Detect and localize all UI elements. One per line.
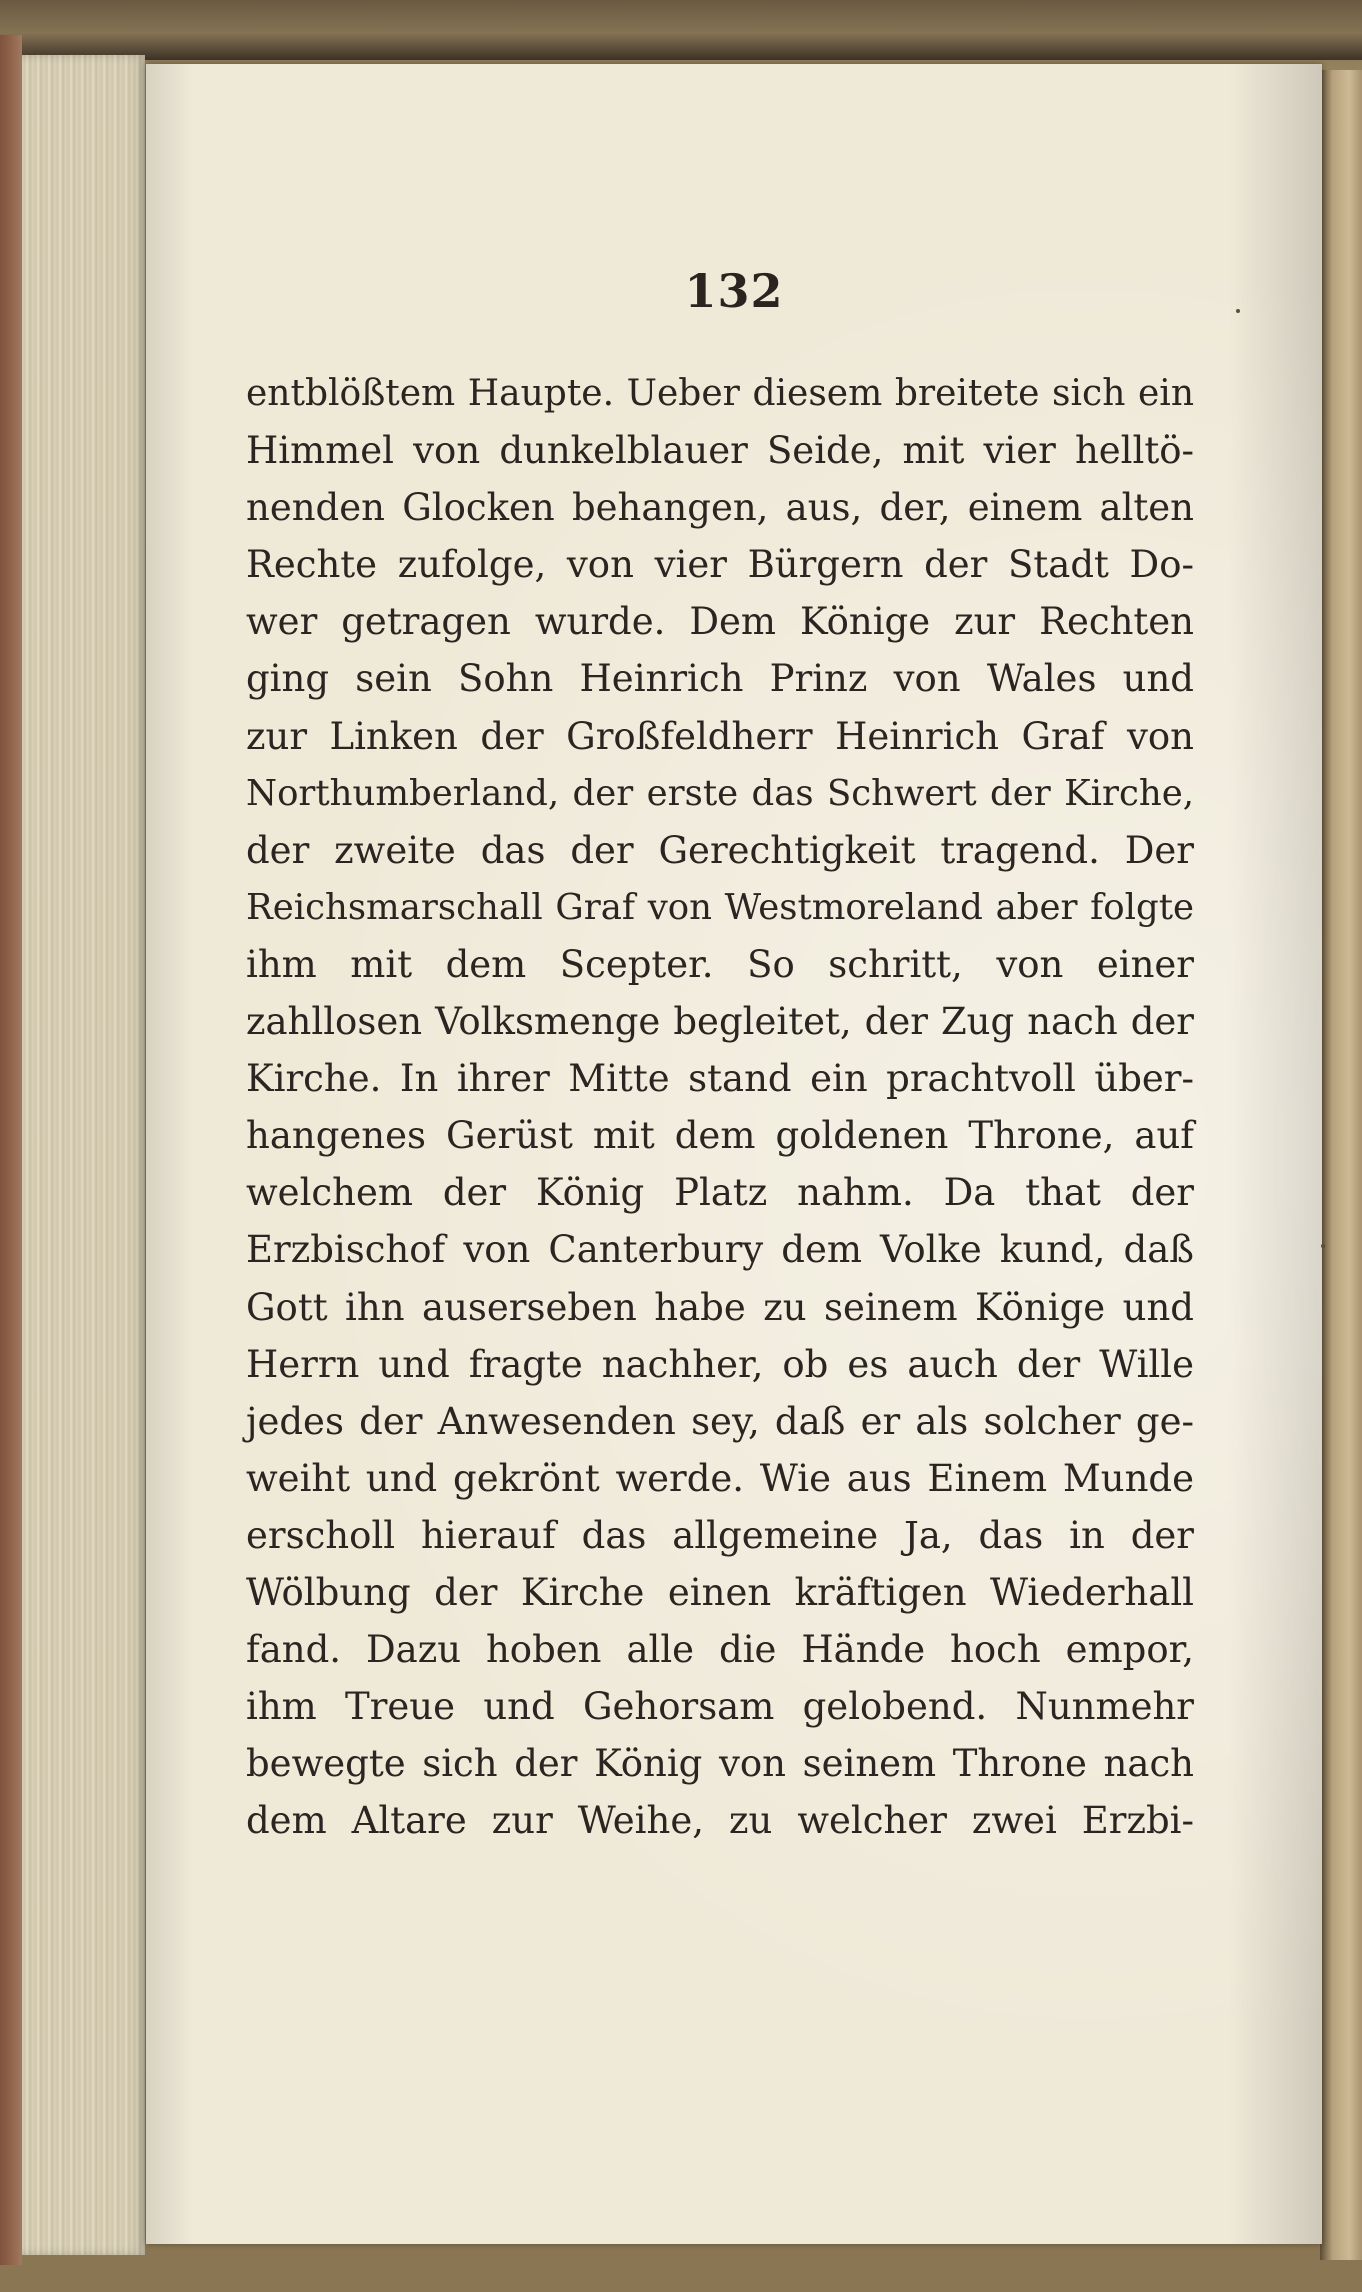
text-line: welchem der König Platz nahm. Da that der (246, 1171, 1194, 1215)
text-line: Himmel von dunkelblauer Seide, mit vier helltö- (246, 429, 1194, 473)
text-line: ging sein Sohn Heinrich Prinz von Wales und (246, 657, 1194, 701)
paper-speck (1321, 1244, 1325, 1248)
text-line: jedes der Anwesenden sey, daß er als solcher ge- (246, 1399, 1194, 1443)
text-line: Northumberland, der erste das Schwert der Kirche, (246, 772, 1194, 814)
text-line: Kirche. In ihrer Mitte stand ein prachtvoll über- (246, 1057, 1194, 1101)
facing-page-edge (1320, 70, 1362, 2260)
text-line: ihm mit dem Scepter. So schritt, von einer (246, 942, 1194, 986)
paper-speck (1236, 309, 1240, 313)
text-line: hangenes Gerüst mit dem goldenen Throne, auf (246, 1114, 1194, 1158)
text-line: Gott ihn auserseben habe zu seinem Könige und (246, 1285, 1194, 1329)
text-line: Rechte zufolge, von vier Bürgern der Stadt Do- (246, 543, 1194, 587)
text-line: erscholl hierauf das allgemeine Ja, das in der (246, 1513, 1194, 1557)
text-line: Reichsmarschall Graf von Westmoreland aber folgte (246, 886, 1194, 928)
text-line: zur Linken der Großfeldherr Heinrich Graf von (246, 714, 1194, 758)
text-line: Erzbischof von Canterbury dem Volke kund, daß (246, 1228, 1194, 1272)
page-number: 132 (684, 264, 784, 318)
text-line: fand. Dazu hoben alle die Hände hoch empor, (246, 1628, 1194, 1672)
binding-shadow (0, 0, 1362, 60)
text-line: bewegte sich der König von seinem Throne nach (246, 1742, 1194, 1786)
text-line: entblößtem Haupte. Ueber diesem breitete sich ein (246, 373, 1194, 414)
text-line: weiht und gekrönt werde. Wie aus Einem Munde (246, 1456, 1194, 1500)
text-line: ihm Treue und Gehorsam gelobend. Nunmehr (246, 1685, 1194, 1729)
text-line: der zweite das der Gerechtigkeit tragend. Der (246, 828, 1194, 872)
text-line: dem Altare zur Weihe, zu welcher zwei Erzbi- (246, 1799, 1194, 1843)
text-line: Wölbung der Kirche einen kräftigen Wiederhall (246, 1570, 1194, 1614)
text-line: zahllosen Volksmenge begleitet, der Zug nach der (246, 1000, 1194, 1044)
page-body-text (246, 365, 1194, 1849)
text-line: nenden Glocken behangen, aus, der, einem alten (246, 486, 1194, 530)
text-line: Herrn und fragte nachher, ob es auch der Wille (246, 1342, 1194, 1386)
text-line: wer getragen wurde. Dem Könige zur Rechten (246, 600, 1194, 644)
page-block-edge (0, 55, 145, 2255)
